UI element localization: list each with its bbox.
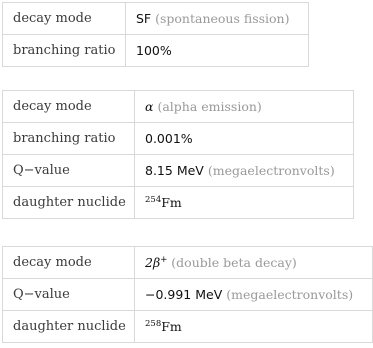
table-row <box>3 247 373 279</box>
decay-mode-symbol: α <box>145 99 154 114</box>
daughter-nuclide-label: daughter nuclide <box>3 187 135 219</box>
branching-ratio-label: branching ratio <box>3 35 126 67</box>
q-value-unit: MeV <box>195 287 223 302</box>
decay-mode-label: decay mode <box>3 3 126 35</box>
table-row <box>3 187 354 219</box>
branching-ratio-value: 100% <box>126 35 309 67</box>
decay-mode-value <box>126 3 309 35</box>
table-row <box>3 3 309 35</box>
table-row <box>3 91 354 123</box>
decay-mode-value <box>135 247 373 279</box>
decay-mode-symbol: SF <box>136 11 152 26</box>
q-value-note: (megaelectronvolts) <box>226 287 354 302</box>
q-value-unit: MeV <box>176 163 204 178</box>
q-value-value <box>135 279 373 311</box>
decay-table-double-beta <box>2 246 373 343</box>
decay-table-alpha <box>2 90 354 219</box>
table-row <box>3 35 309 67</box>
table-row <box>3 311 373 343</box>
mass-number: 254 <box>145 195 162 205</box>
element-symbol: Fm <box>161 195 182 210</box>
table-row <box>3 155 354 187</box>
decay-mode-note: (double beta decay) <box>171 255 297 270</box>
mass-number: 258 <box>145 319 162 329</box>
element-symbol: Fm <box>161 319 182 334</box>
branching-ratio-value: 0.001% <box>135 123 354 155</box>
decay-table-sf <box>2 2 309 67</box>
daughter-nuclide-value <box>135 187 354 219</box>
decay-mode-value <box>135 91 354 123</box>
q-value-value <box>135 155 354 187</box>
decay-mode-label: decay mode <box>3 247 135 279</box>
q-value-label: Q−value <box>3 155 135 187</box>
decay-mode-superscript: + <box>160 255 168 265</box>
branching-ratio-label: branching ratio <box>3 123 135 155</box>
q-value-number: −0.991 <box>145 287 192 302</box>
decay-mode-note: (alpha emission) <box>157 99 262 114</box>
daughter-nuclide-value <box>135 311 373 343</box>
q-value-label: Q−value <box>3 279 135 311</box>
decay-mode-label: decay mode <box>3 91 135 123</box>
q-value-note: (megaelectronvolts) <box>207 163 335 178</box>
decay-mode-note: (spontaneous fission) <box>155 11 290 26</box>
decay-mode-symbol: 2β <box>145 255 161 270</box>
daughter-nuclide-label: daughter nuclide <box>3 311 135 343</box>
q-value-number: 8.15 <box>145 163 173 178</box>
table-row <box>3 123 354 155</box>
table-row <box>3 279 373 311</box>
